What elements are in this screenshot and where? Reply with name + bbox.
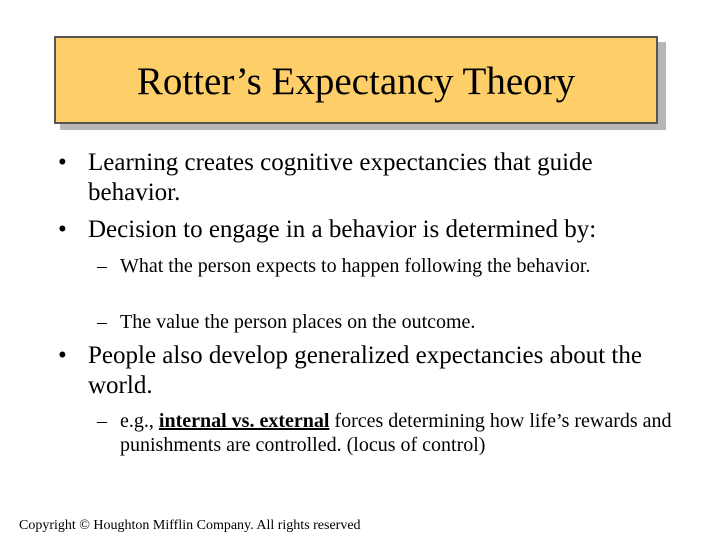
- bullet-marker: •: [58, 342, 67, 369]
- sub-bullet-marker: –: [97, 255, 107, 277]
- bullet-marker: •: [58, 216, 67, 243]
- sub-bullet-item: [97, 409, 677, 457]
- bullet-text: Learning creates cognitive expectancies that guide behavior.: [88, 149, 593, 206]
- sub-bullet-item: [97, 254, 677, 278]
- bullet-text: Decision to engage in a behavior is determined by:: [88, 216, 597, 243]
- bullet-item: [58, 341, 678, 401]
- sub-bullet-marker: –: [97, 410, 107, 432]
- sub-bullet-text: What the person expects to happen following the behavior.: [120, 255, 591, 277]
- example-prefix: e.g.,: [120, 410, 159, 432]
- sub-bullet-item: [97, 310, 677, 334]
- bullet-item: [58, 215, 678, 245]
- bullet-item: [58, 148, 678, 208]
- bullet-marker: •: [58, 149, 67, 176]
- emphasis-text: internal vs. external: [158, 410, 330, 432]
- slide-title: Rotter’s Expectancy Theory: [136, 59, 576, 103]
- copyright-footer: Copyright © Houghton Mifflin Company. All rights reserved: [19, 518, 361, 533]
- title-box: [54, 36, 658, 124]
- sub-bullet-text: The value the person places on the outcome.: [120, 311, 476, 333]
- bullet-text: People also develop generalized expectancies about the world.: [88, 342, 642, 399]
- example-suffix: forces determining how life’s rewards and punishments are controlled. (locus of control): [120, 410, 672, 456]
- sub-bullet-marker: –: [97, 311, 107, 333]
- example-text: [120, 409, 677, 457]
